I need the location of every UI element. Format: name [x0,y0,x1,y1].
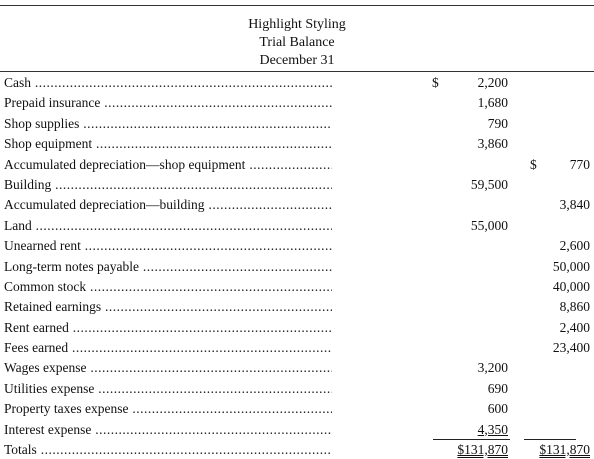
table-row [0,194,594,214]
debit-amount: 3,860 [477,136,508,152]
debit-amount: 55,000 [470,217,508,233]
table-row [0,72,594,92]
account-name: Rent earned ..... [4,320,332,336]
table-row [0,419,594,439]
debit-column-rule [433,439,510,440]
account-name: Prepaid insurance ..... [4,95,332,111]
statement-date: December 31 [259,53,335,68]
account-name: Fees earned ..... [4,340,332,356]
account-name: Unearned rent ..... [4,238,332,254]
credit-amount: 50,000 [552,258,590,274]
account-name: Retained earnings ..... [4,299,332,315]
table-row [0,256,594,276]
table-row [0,174,594,194]
table-row [0,378,594,398]
credit-amount: 23,400 [552,340,590,356]
totals-row [0,439,594,459]
account-name: Building ..... [4,177,332,193]
table-row [0,357,594,377]
table-row [0,154,594,174]
debit-amount: 59,500 [470,176,508,192]
credit-amount: 2,600 [559,238,590,254]
account-name: Shop equipment ..... [4,136,332,152]
credit-amount: 40,000 [552,278,590,294]
total-credit-amount: $131,870 [539,442,590,458]
table-row [0,215,594,235]
table-row [0,398,594,418]
credit-column-rule [524,439,576,440]
debit-amount: 4,350 [477,421,508,437]
account-name: Land ..... [4,218,332,234]
debit-amount: 2,200 [477,75,508,90]
account-name: Accumulated depreciation—shop equipment ..... [4,157,332,173]
account-name: Wages expense ..... [4,360,332,376]
account-name: Utilities expense ..... [4,381,332,397]
table-row [0,296,594,316]
account-name: Interest expense ..... [4,422,332,438]
credit-amount: 2,400 [559,319,590,335]
table-row [0,276,594,296]
debit-currency-symbol: $ [432,75,439,90]
credit-amount: 3,840 [559,197,590,213]
account-name: Accumulated depreciation—building ..... [4,197,332,213]
table-row [0,235,594,255]
statement-header [0,16,594,70]
credit-amount: 770 [569,156,590,172]
table-row [0,92,594,112]
debit-amount: 3,200 [477,360,508,376]
table-row [0,133,594,153]
debit-amount: 690 [487,380,508,396]
trial-balance-table [0,72,594,459]
account-name: Cash ..... [4,75,332,91]
table-row [0,337,594,357]
debit-amount: 1,680 [477,95,508,111]
credit-currency-symbol: $ [530,156,537,172]
account-name: Property taxes expense ..... [4,401,332,417]
totals-label: Totals ..... [4,442,332,458]
statement-title: Trial Balance [259,35,335,50]
debit-amount: 790 [487,115,508,131]
account-name: Long-term notes payable ..... [4,259,332,275]
table-row [0,317,594,337]
table-row [0,113,594,133]
total-debit-amount: $131,870 [457,442,508,458]
credit-amount: 8,860 [559,299,590,315]
top-rule [0,5,594,6]
account-name: Common stock ..... [4,279,332,295]
debit-amount: 600 [487,401,508,417]
company-name: Highlight Styling [248,17,346,32]
account-name: Shop supplies ..... [4,116,332,132]
